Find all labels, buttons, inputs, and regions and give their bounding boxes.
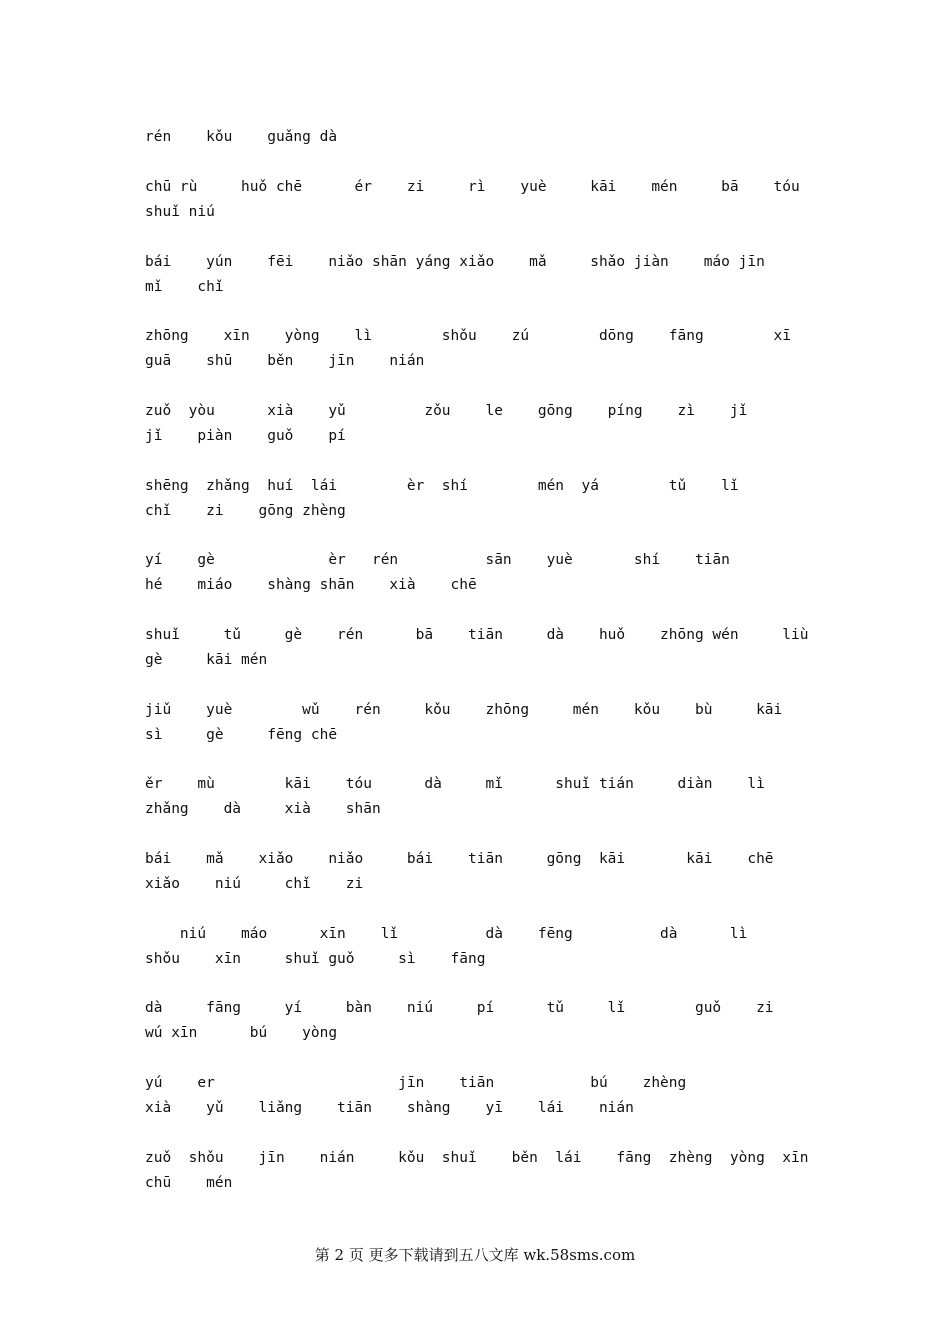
- pinyin-line: guā shū běn jīn nián: [145, 353, 425, 369]
- pinyin-line: jǐ piàn guǒ pí: [145, 428, 346, 444]
- pinyin-line: wú xīn bú yòng: [145, 1025, 338, 1041]
- pinyin-line: sì gè fēng chē: [145, 727, 338, 743]
- pinyin-line: mǐ chǐ: [145, 279, 224, 295]
- pinyin-line: xià yǔ liǎng tiān shàng yī lái nián: [145, 1100, 634, 1116]
- pinyin-line: shuǐ niú: [145, 204, 215, 220]
- pinyin-line: shēng zhǎng huí lái èr shí mén yá tǔ lǐ: [145, 478, 739, 494]
- pinyin-line: hé miáo shàng shān xià chē: [145, 577, 477, 593]
- pinyin-line: chū mén: [145, 1175, 233, 1191]
- pinyin-line: niú máo xīn lǐ dà fēng dà lì: [145, 926, 748, 942]
- pinyin-line: yí gè èr rén sān yuè shí tiān: [145, 552, 730, 568]
- pinyin-line: shǒu xīn shuǐ guǒ sì fāng: [145, 951, 486, 967]
- pinyin-line: chǐ zi gōng zhèng: [145, 503, 346, 519]
- pinyin-line: shuǐ tǔ gè rén bā tiān dà huǒ zhōng wén liù: [145, 627, 809, 643]
- pinyin-line: bái yún fēi niǎo shān yáng xiǎo mǎ shǎo jiàn máo jīn: [145, 254, 765, 270]
- pinyin-line: jiǔ yuè wǔ rén kǒu zhōng mén kǒu bù kāi: [145, 702, 783, 718]
- page-footer: 第 2 页 更多下载请到五八文库 wk.58sms.com: [314, 1246, 636, 1264]
- pinyin-line: zuǒ shǒu jīn nián kǒu shuǐ běn lái fāng zhèng yòng xīn: [145, 1150, 809, 1166]
- pinyin-line: chū rù huǒ chē ér zi rì yuè kāi mén bā tóu: [145, 179, 800, 195]
- pinyin-line: zhǎng dà xià shān: [145, 801, 381, 817]
- pinyin-line: bái mǎ xiǎo niǎo bái tiān gōng kāi kāi chē: [145, 851, 774, 867]
- pinyin-line: zuǒ yòu xià yǔ zǒu le gōng píng zì jǐ: [145, 403, 748, 419]
- pinyin-line: rén kǒu guǎng dà: [145, 129, 338, 145]
- pinyin-line: dà fāng yí bàn niú pí tǔ lǐ guǒ zi: [145, 1000, 774, 1016]
- pinyin-line: xiǎo niú chǐ zi: [145, 876, 364, 892]
- pinyin-line: yú er jīn tiān bú zhèng: [145, 1075, 687, 1091]
- pinyin-line: gè kāi mén: [145, 652, 268, 668]
- pinyin-line: zhōng xīn yòng lì shǒu zú dōng fāng xī: [145, 328, 792, 344]
- pinyin-line: ěr mù kāi tóu dà mǐ shuǐ tián diàn lì: [145, 776, 765, 792]
